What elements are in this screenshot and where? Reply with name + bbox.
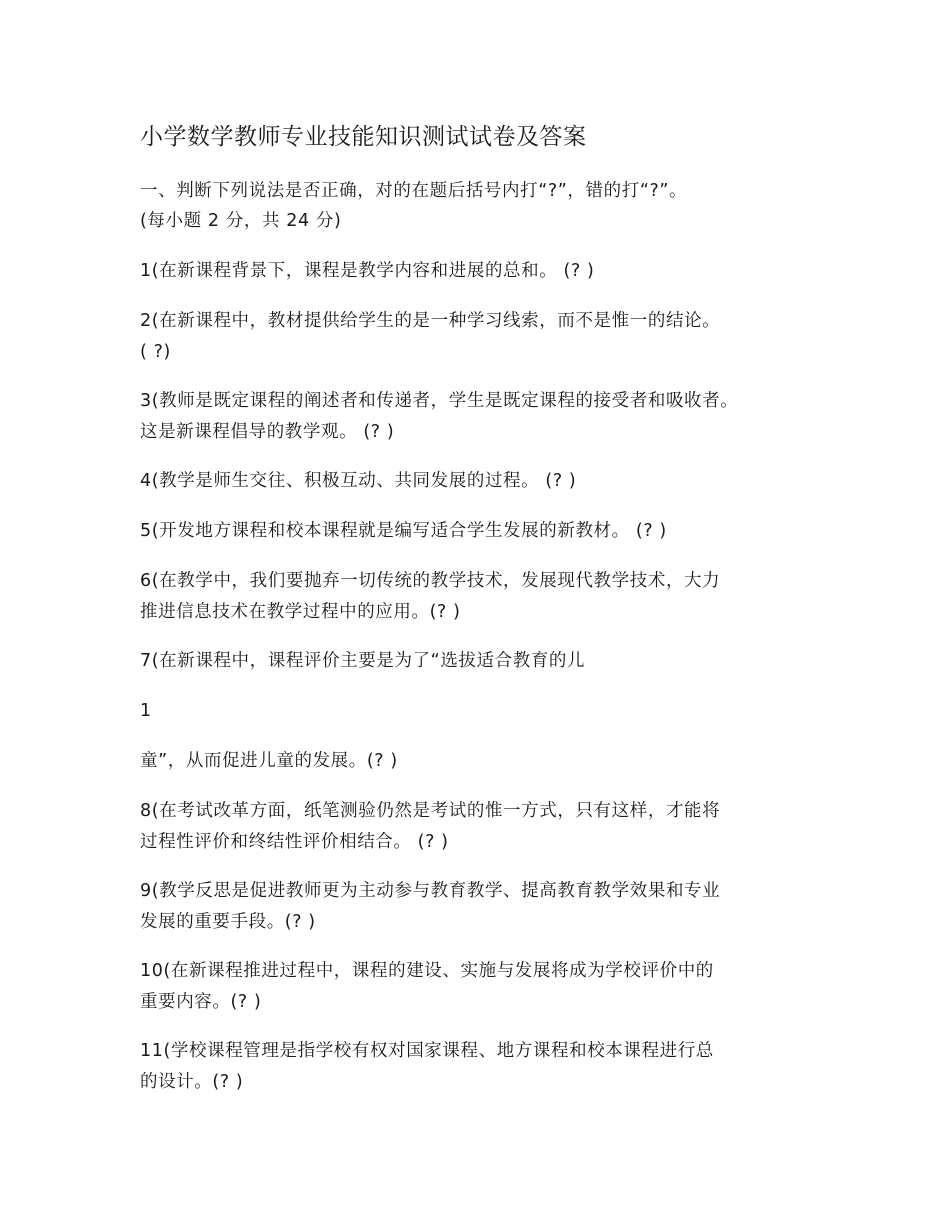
question-8-line-2: 过程性评价和终结性评价相结合。 (? ) (140, 832, 449, 852)
question-3-line-1: 3(教师是既定课程的阐述者和传递者，学生是既定课程的接受者和吸收者。 (140, 391, 739, 411)
question-2-line-2: ( ?) (140, 342, 171, 362)
question-6-line-2: 推进信息技术在教学过程中的应用。(? ) (140, 602, 461, 622)
question-9-line-2: 发展的重要手段。(? ) (140, 912, 316, 932)
question-4: 4(教学是师生交往、积极互动、共同发展的过程。 (? ) (140, 471, 577, 491)
page-number: 1 (140, 701, 152, 721)
question-10-line-1: 10(在新课程推进过程中，课程的建设、实施与发展将成为学校评价中的 (140, 961, 714, 981)
question-2-line-1: 2(在新课程中，教材提供给学生的是一种学习线索，而不是惟一的结论。 (140, 311, 721, 331)
section-heading: 一、判断下列说法是否正确，对的在题后括号内打“?”，错的打“?”。 (140, 181, 688, 201)
question-3-line-2: 这是新课程倡导的教学观。 (? ) (140, 422, 395, 442)
question-11-line-2: 的设计。(? ) (140, 1072, 244, 1092)
question-5: 5(开发地方课程和校本课程就是编写适合学生发展的新教材。 (? ) (140, 521, 667, 541)
question-11-line-1: 11(学校课程管理是指学校有权对国家课程、地方课程和校本课程进行总 (140, 1041, 714, 1061)
question-9-line-1: 9(教学反思是促进教师更为主动参与教育教学、提高教育教学效果和专业 (140, 881, 721, 901)
question-7-line-1: 7(在新课程中，课程评价主要是为了“选拔适合教育的儿 (140, 651, 586, 671)
document-title: 小学数学教师专业技能知识测试试卷及答案 (140, 124, 587, 150)
question-1: 1(在新课程背景下，课程是教学内容和进展的总和。 (? ) (140, 261, 595, 281)
section-scoring-note: (每小题 2 分，共 24 分) (140, 211, 342, 231)
question-6-line-1: 6(在教学中，我们要抛弃一切传统的教学技术，发展现代教学技术，大力 (140, 571, 721, 591)
question-10-line-2: 重要内容。(? ) (140, 992, 262, 1012)
question-7-line-2: 童”，从而促进儿童的发展。(? ) (140, 751, 398, 771)
question-8-line-1: 8(在考试改革方面，纸笔测验仍然是考试的惟一方式，只有这样，才能将 (140, 801, 721, 821)
